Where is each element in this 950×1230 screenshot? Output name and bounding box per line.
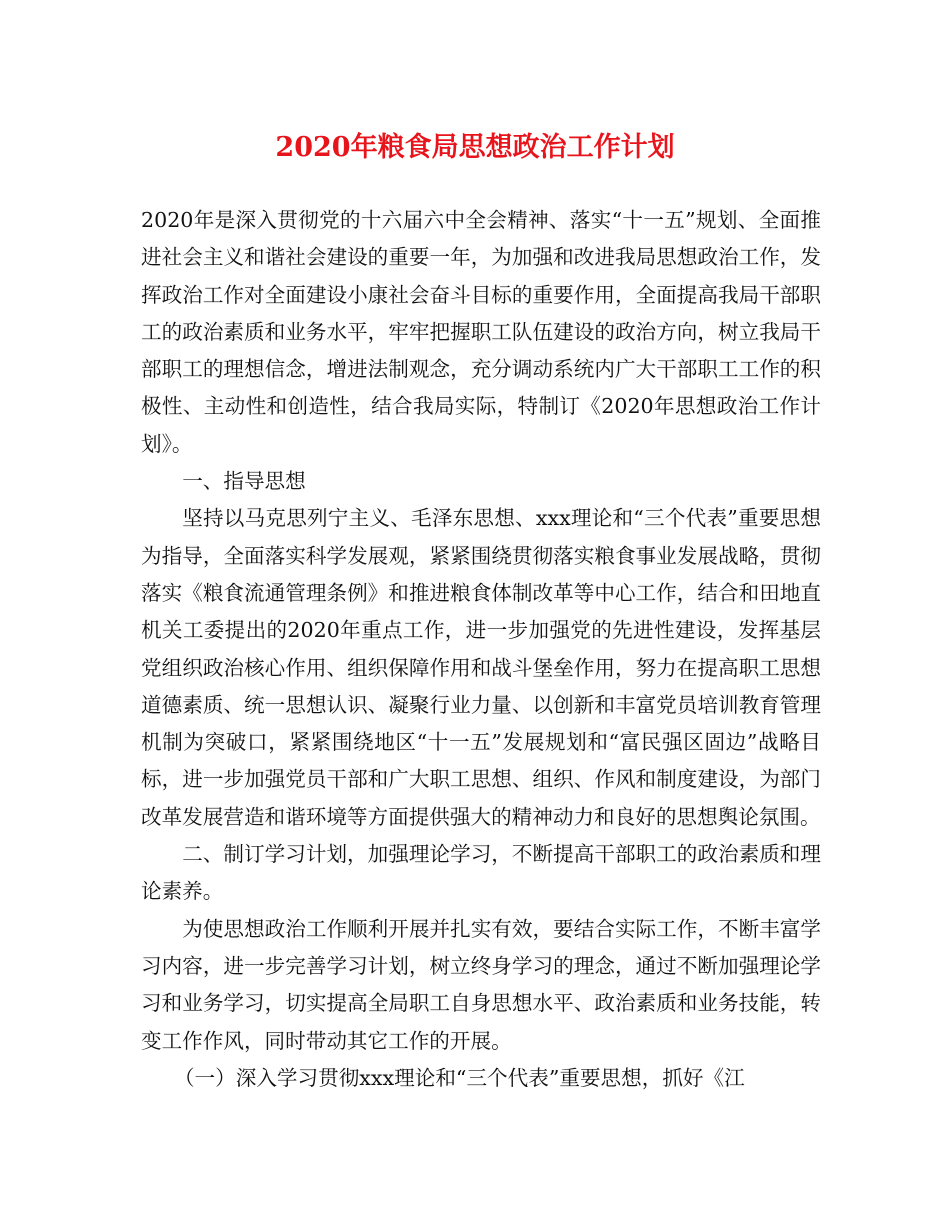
section-heading-guiding-thought: 一、指导思想: [182, 469, 306, 494]
document-title: 2020年粮食局思想政治工作计划: [275, 132, 675, 163]
study-plan-paragraph: 为使思想政治工作顺利开展并扎实有效，要结合实际工作，不断丰富学习内容，进一步完善学习计划，树立终身学习的理念，通过不断加强理论学习和业务学习，切实提高全局职工自身思想水平、政治素质和业务技能，转变工作作风，同时带动其它工作的开展。: [141, 916, 821, 1053]
subsection-heading-1: （一）深入学习贯彻xxx理论和“三个代表”重要思想，抓好《江: [173, 1065, 745, 1090]
section-heading-study-plan: 二、制订学习计划，加强理论学习，不断提高干部职工的政治素质和理论素养。: [141, 842, 821, 904]
intro-paragraph: 2020年是深入贯彻党的十六届六中全会精神、落实“十一五”规划、全面推进社会主义和谐社会建设的重要一年，为加强和改进我局思想政治工作，发挥政治工作对全面建设小康社会奋斗目标的重要作用，全面提高我局干部职工的政治素质和业务水平，牢牢把握职工队伍建设的政治方向，树立我局干部职工的理想信念，增进法制观念，充分调动系统内广大干部职工工作的积极性、主动性和创造性，结合我局实际，特制订《2020年思想政治工作计划》。: [141, 208, 821, 456]
guiding-thought-paragraph: 坚持以马克思列宁主义、毛泽东思想、xxx理论和“三个代表”重要思想为指导，全面落实科学发展观，紧紧围绕贯彻落实粮食事业发展战略，贯彻落实《粮食流通管理条例》和推进粮食体制改革等中心工作，结合和田地直机关工委提出的2020年重点工作，进一步加强党的先进性建设，发挥基层党组织政治核心作用、组织保障作用和战斗堡垒作用，努力在提高职工思想道德素质、统一思想认识、凝聚行业力量、以创新和丰富党员培训教育管理机制为突破口，紧紧围绕地区“十一五”发展规划和“富民强区固边”战略目标，进一步加强党员干部和广大职工思想、组织、作风和制度建设，为部门改革发展营造和谐环境等方面提供强大的精神动力和良好的思想舆论氛围。: [141, 506, 821, 829]
document-body: [141, 202, 821, 1097]
